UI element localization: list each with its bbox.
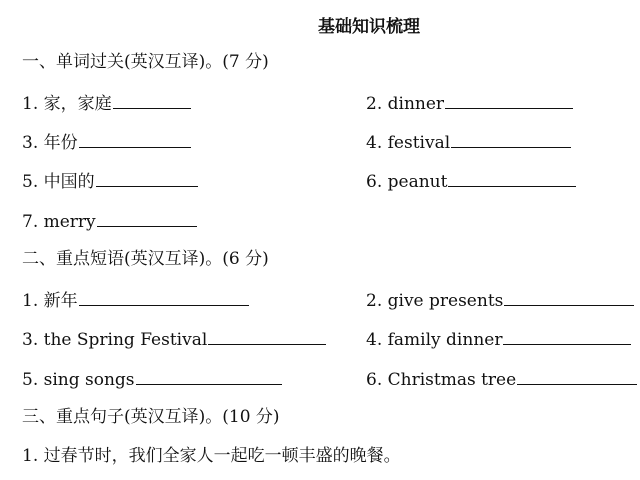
answer-blank[interactable] <box>97 210 197 227</box>
vocab-item-label: 4. festival <box>366 133 451 153</box>
answer-blank[interactable] <box>136 368 282 385</box>
answer-blank[interactable] <box>517 368 637 385</box>
answer-blank[interactable] <box>79 131 191 148</box>
section-1-heading: 一、单词过关(英汉互译)。(7 分) <box>22 52 269 72</box>
sentence-item-label: 1. 过春节时，我们全家人一起吃一顿丰盛的晚餐。 <box>22 446 401 466</box>
page-title: 基础知识梳理 <box>318 17 420 37</box>
vocab-item-4 <box>366 131 571 153</box>
vocab-item-label: 1. 家，家庭 <box>22 94 112 114</box>
section-3-heading: 三、重点句子(英汉互译)。(10 分) <box>22 407 280 427</box>
phrase-item-1 <box>22 289 249 311</box>
answer-blank[interactable] <box>503 328 631 345</box>
answer-blank[interactable] <box>96 170 198 187</box>
phrase-item-label: 3. the Spring Festival <box>22 330 208 350</box>
phrase-item-label: 1. 新年 <box>22 291 78 311</box>
sentence-item-1 <box>22 446 401 466</box>
vocab-item-label: 5. 中国的 <box>22 172 95 192</box>
phrase-item-2 <box>366 289 634 311</box>
vocab-item-2 <box>366 92 573 114</box>
answer-blank[interactable] <box>445 92 573 109</box>
phrase-item-label: 2. give presents <box>366 291 504 311</box>
answer-blank[interactable] <box>504 289 634 306</box>
answer-blank[interactable] <box>448 170 576 187</box>
phrase-item-label: 6. Christmas tree <box>366 370 517 390</box>
vocab-item-7 <box>22 210 197 232</box>
answer-blank[interactable] <box>79 289 249 306</box>
vocab-item-label: 7. merry <box>22 212 96 232</box>
phrase-item-6 <box>366 368 637 390</box>
phrase-item-4 <box>366 328 631 350</box>
vocab-item-6 <box>366 170 576 192</box>
phrase-item-label: 4. family dinner <box>366 330 503 350</box>
answer-blank[interactable] <box>208 328 326 345</box>
section-2-heading: 二、重点短语(英汉互译)。(6 分) <box>22 249 269 269</box>
vocab-item-1 <box>22 92 191 114</box>
vocab-item-5 <box>22 170 198 192</box>
vocab-item-3 <box>22 131 191 153</box>
vocab-item-label: 6. peanut <box>366 172 448 192</box>
answer-blank[interactable] <box>113 92 191 109</box>
phrase-item-3 <box>22 328 326 350</box>
answer-blank[interactable] <box>451 131 571 148</box>
vocab-item-label: 2. dinner <box>366 94 445 114</box>
vocab-item-label: 3. 年份 <box>22 133 78 153</box>
phrase-item-label: 5. sing songs <box>22 370 135 390</box>
phrase-item-5 <box>22 368 282 390</box>
